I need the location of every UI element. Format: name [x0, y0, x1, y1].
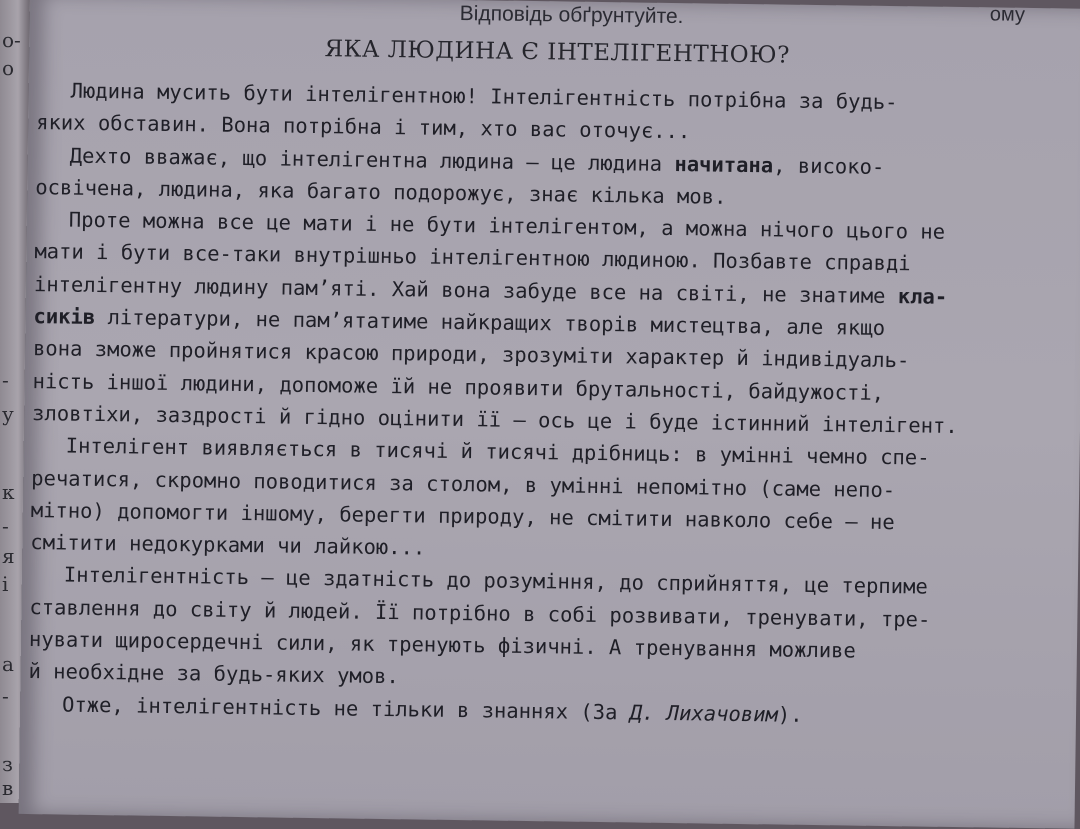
bold-word: кла-	[897, 283, 948, 309]
margin-fragment: у	[2, 402, 14, 426]
text-segment: інтелігентну людину пам’яті. Хай вона забуде все на світі, не знатиме	[33, 271, 898, 308]
text-segment: Дехто вважає, що інтелігентна людина – це людина	[69, 143, 675, 176]
text-line: ставлення до світу й людей. Її потрібно в собі розвивати, тренувати, тре-	[29, 594, 931, 632]
text-line: мати і бути все-таки внутрішньо інтелігентною людиною. Позбавте справді	[34, 239, 911, 276]
text-line: Інтелігентність – це здатність до розуміння, до сприйняття, це терпиме	[63, 562, 928, 600]
book-page	[19, 0, 1080, 829]
previous-task-fragment-right: ому	[989, 3, 1026, 26]
text-line: мітно) допомогти іншому, берегти природу, не смітити навколо себе – не	[30, 497, 895, 534]
text-body	[28, 74, 1049, 734]
margin-fragment: -	[2, 514, 9, 538]
text-title: ЯКА ЛЮДИНА Є ІНТЕЛІГЕНТНОЮ?	[324, 36, 791, 69]
margin-fragment: -	[2, 684, 9, 708]
margin-fragment: о-	[2, 28, 21, 52]
margin-fragment: я	[2, 544, 15, 568]
text-line: вона зможе пройнятися красою природи, зрозуміти характер й індивідуаль-	[32, 336, 910, 373]
text-line: речатися, скромно поводитися за столом, в умінні непомітно (саме непо-	[31, 465, 896, 502]
text-line: яких обставин. Вона потрібна і тим, хто вас оточує...	[36, 110, 691, 144]
text-line: й необхідне за будь-яких умов.	[28, 659, 399, 689]
text-segment: Отже, інтелігентність не тільки в знаннях (За	[61, 692, 630, 725]
text-line: Інтелігент виявляється в тисячі й тисячі дрібниць: в умінні чемно спе-	[65, 433, 930, 470]
margin-fragment: к	[2, 480, 15, 504]
bold-word: начитана	[674, 151, 774, 177]
margin-fragment: з	[2, 752, 13, 776]
margin-fragment: -	[2, 368, 9, 392]
text-line: ність іншої людини, допоможе їй не проявити брутальності, байдужості,	[32, 368, 885, 405]
text-line: Людина мусить бути інтелігентною! Інтелігентність потрібна за будь-	[70, 78, 898, 115]
text-line: зловтіхи, заздрості й гідно оцінити її – ось це і буде істинний інтелігент.	[31, 401, 958, 438]
margin-fragment: о	[2, 56, 15, 80]
author-name: Д. Лихачовим	[629, 700, 779, 727]
previous-task-fragment: Відповідь обґрунтуйте.	[459, 2, 684, 29]
margin-fragment: і	[2, 572, 9, 596]
margin-fragment: а	[2, 652, 14, 676]
text-segment: літератури, не пам’ятатиме найкращих творів мистецтва, але якщо	[95, 305, 886, 341]
text-segment: ).	[777, 702, 803, 727]
text-line: смітити недокурками чи лайкою...	[30, 530, 426, 560]
text-segment: , високо-	[773, 152, 885, 179]
text-line: нувати щиросердечні сили, як тренують фізичні. А тренування можливе	[28, 627, 857, 663]
margin-fragment: в	[2, 776, 14, 800]
bold-word: сиків	[33, 304, 96, 330]
text-line: освічена, людина, яка багато подорожує, знає кілька мов.	[35, 174, 727, 209]
text-line: Проте можна все це мати і не бути інтелігентом, а можна нічого цього не	[68, 207, 946, 244]
